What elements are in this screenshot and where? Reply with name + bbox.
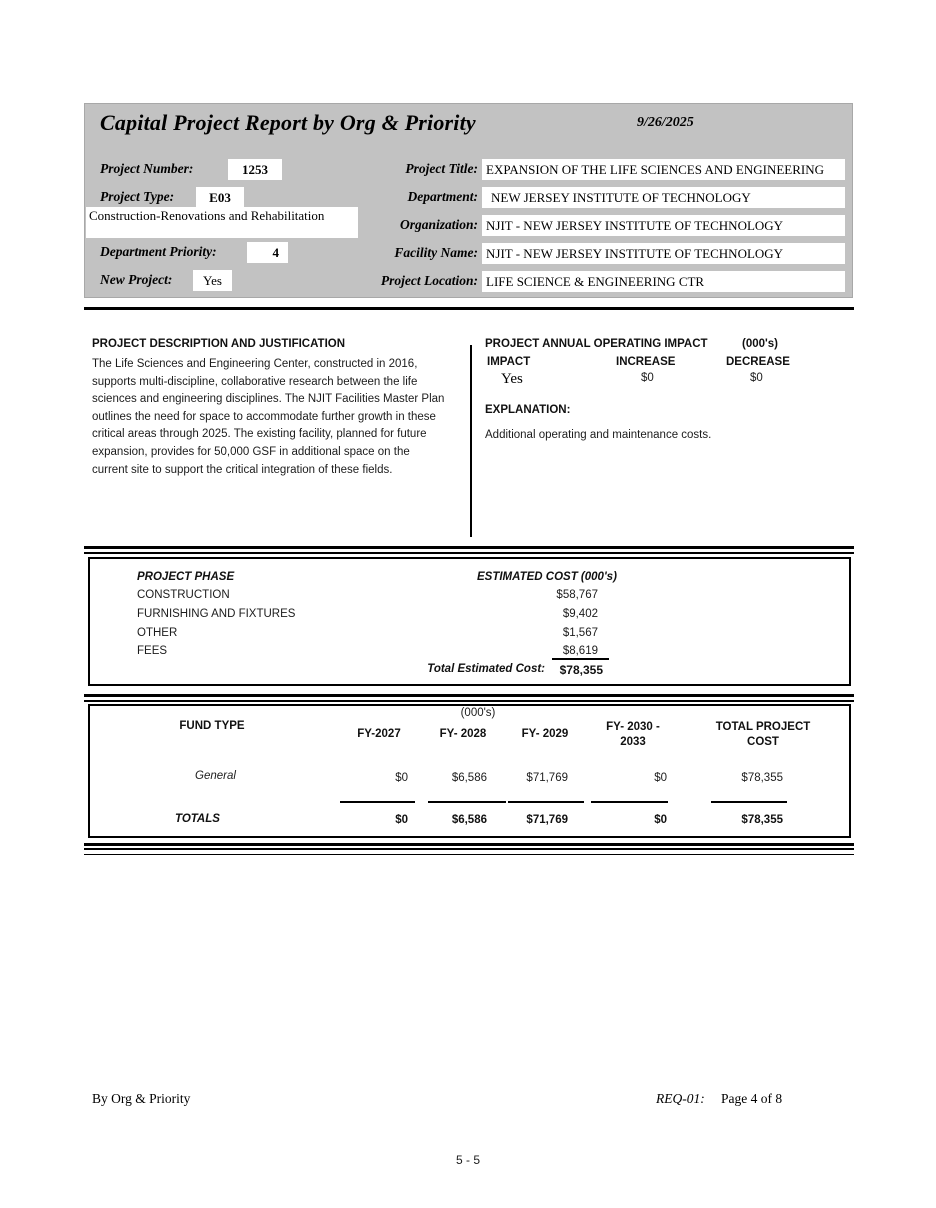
total-project-cost-header-line2: COST: [747, 736, 779, 748]
fund-totals-label: TOTALS: [175, 813, 220, 825]
totals-fy2027-value: $0: [395, 814, 408, 826]
total-project-cost-header-line1: TOTAL PROJECT: [715, 721, 811, 733]
phase-total-label: Total Estimated Cost:: [427, 663, 545, 675]
fund-section-bottom-rule-2: [84, 848, 854, 850]
project-title-label: Project Title:: [405, 161, 478, 176]
general-fy2027-value: $0: [395, 772, 408, 784]
fy-2028-header: FY- 2028: [439, 728, 487, 740]
facility-name-value: NJIT - NEW JERSEY INSTITUTE OF TECHNOLOGY: [482, 243, 845, 264]
fund-table-units: (000's): [460, 707, 496, 719]
department-label: Department:: [407, 189, 478, 204]
organization-label: Organization:: [399, 217, 478, 232]
description-body: The Life Sciences and Engineering Center, constructed in 2016, supports multi-discipline, collaborative research between the life sciences and engineering disciplines. The NJIT Facilities Master Plan outlines the need for space to accommodate further growth in these critical areas through 2025. The existing facility, planned for future expansion, provides for 50,000 GSF in additional space on the current site to support the critical integration of these fields.: [92, 358, 445, 476]
fy-2030-2033-header: [596, 720, 670, 750]
phase-section-top-rule-1: [84, 546, 854, 549]
general-fy2029-value: $71,769: [526, 772, 568, 784]
project-number-value: 1253: [228, 159, 282, 180]
fund-row-general-label: General: [195, 770, 236, 782]
project-type-description: Construction-Renovations and Rehabilitation: [86, 207, 358, 238]
fund-section-bottom-rule-3: [84, 854, 854, 855]
project-location-value: LIFE SCIENCE & ENGINEERING CTR: [482, 271, 845, 292]
description-heading: PROJECT DESCRIPTION AND JUSTIFICATION: [92, 338, 346, 350]
totals-fy2029-value: $71,769: [526, 814, 568, 826]
general-fy2028-value: $6,586: [451, 772, 487, 784]
department-priority-label: Department Priority:: [100, 244, 217, 259]
explanation-label: EXPLANATION:: [485, 404, 571, 416]
explanation-text: Additional operating and maintenance costs.: [485, 429, 712, 441]
impact-column-header: IMPACT: [487, 356, 531, 368]
phase-table-cost-header: ESTIMATED COST (000's): [477, 571, 617, 583]
impact-value: Yes: [501, 371, 523, 387]
phase-row-label: FURNISHING AND FIXTURES: [137, 608, 296, 620]
phase-total-value: $78,355: [559, 663, 603, 677]
totals-rule-total: [711, 801, 787, 803]
totals-rule-fy2028: [428, 801, 506, 803]
footer-report-code: REQ-01:: [656, 1091, 705, 1106]
phase-row-cost: $58,767: [556, 589, 598, 601]
totals-fy2028-value: $6,586: [451, 814, 487, 826]
phase-row-label: OTHER: [137, 627, 178, 639]
new-project-value: Yes: [193, 270, 232, 291]
facility-name-label: Facility Name:: [394, 245, 478, 260]
department-priority-value: 4: [247, 242, 288, 263]
fund-section-top-rule-1: [84, 694, 854, 697]
phase-table-phase-header: PROJECT PHASE: [137, 571, 235, 583]
totals-rule-fy2030: [591, 801, 668, 803]
fund-section-top-rule-2: [84, 700, 854, 702]
fund-section-bottom-rule-1: [84, 843, 854, 846]
fy-2030-2033-header-line1: FY- 2030 -: [606, 721, 660, 733]
footer-page-label: Page 4 of 8: [721, 1091, 783, 1106]
header-divider-rule: [84, 307, 854, 310]
total-project-cost-header: [712, 720, 814, 750]
report-date: 9/26/2025: [637, 115, 694, 130]
report-title: Capital Project Report by Org & Priority: [100, 110, 476, 135]
general-fy2030-value: $0: [654, 772, 667, 784]
project-type-value: E03: [196, 187, 244, 208]
section-vertical-divider: [470, 345, 472, 537]
footer-page-number: 5 - 5: [455, 1153, 480, 1167]
new-project-label: New Project:: [100, 272, 173, 287]
phase-row-cost: $8,619: [562, 645, 598, 657]
phase-row-label: CONSTRUCTION: [137, 589, 230, 601]
decrease-column-header: DECREASE: [726, 356, 790, 368]
fy-2029-header: FY- 2029: [521, 728, 569, 740]
phase-section-top-rule-2: [84, 552, 854, 554]
footer-report-name: By Org & Priority: [92, 1091, 191, 1106]
organization-value: NJIT - NEW JERSEY INSTITUTE OF TECHNOLOGY: [482, 215, 845, 236]
totals-rule-fy2029: [508, 801, 584, 803]
phase-row-cost: $1,567: [562, 627, 598, 639]
phase-total-rule: [552, 658, 609, 660]
general-total-value: $78,355: [741, 772, 783, 784]
project-location-label: Project Location:: [380, 273, 478, 288]
department-value: NEW JERSEY INSTITUTE OF TECHNOLOGY: [482, 187, 845, 208]
totals-rule-fy2027: [340, 801, 415, 803]
phase-row-label: FEES: [137, 645, 168, 657]
increase-column-header: INCREASE: [616, 356, 676, 368]
project-number-label: Project Number:: [100, 161, 194, 176]
project-type-label: Project Type:: [100, 189, 175, 204]
increase-value: $0: [641, 372, 654, 384]
totals-total-value: $78,355: [741, 814, 783, 826]
fy-2030-2033-header-line2: 2033: [620, 736, 646, 748]
phase-row-cost: $9,402: [562, 608, 598, 620]
fund-type-header: FUND TYPE: [179, 720, 245, 732]
project-title-value: EXPANSION OF THE LIFE SCIENCES AND ENGINEERING: [482, 159, 845, 180]
fy-2027-header: FY-2027: [357, 728, 401, 740]
operating-impact-units: (000's): [742, 338, 778, 350]
decrease-value: $0: [750, 372, 763, 384]
operating-impact-heading: PROJECT ANNUAL OPERATING IMPACT: [485, 338, 708, 350]
totals-fy2030-value: $0: [654, 814, 667, 826]
